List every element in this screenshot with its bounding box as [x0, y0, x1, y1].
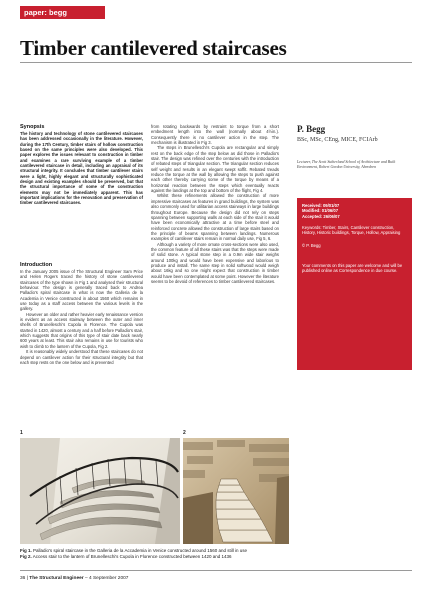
body-column-2	[151, 124, 279, 284]
intro-paragraph: In the January 2005 issue of The Structural Engineer Sam Price and Helen Rogers traced the history of stone cantilevered staircases of the type shown in Fig 1 and analysed their structural behaviour. The design is generally traced back to Andrea Palladio's spiral staircase in what is now the Galleria de la Academia in Venice constructed in about 1560 which remains in use today as a staff access between the various levels in the gallery.	[20, 269, 143, 312]
intro-paragraph: It is reasonably widely understood that these staircases do not depend on cantilever action for their structural integrity but that each step rests on the one below and is prevented	[20, 349, 143, 365]
page-number: 36	[20, 576, 26, 581]
body-paragraph: Whilst these refinements allowed the construction of more impressive staircases as features in grand buildings, the system was also commonly used for utilitarian access stairways in large buildings throughout Europe. Because the design did not rely on steps spanning between supporting walls at each side of the stair it would have been economically attractive at a time before steel and reinforced concrete allowed the construction of large stairs based on the principle of beams spanning between landings. Numerous examples of cantilever stairs remain in normal daily use, Fig 5, 6.	[151, 193, 279, 242]
accepted-date: Accepted: 26/06/07	[302, 213, 340, 219]
footer-divider	[20, 570, 412, 571]
body-paragraph: from rotating backwards by restraint to torque from a short embedment length into the wall (normally about 4½in.). Consequently there is no cantilever action in the step. The mechanism is illustrated in Fig 3.	[151, 124, 279, 146]
caption-1-label: Fig 1.	[20, 548, 32, 553]
caption-2-label: Fig 2.	[20, 554, 32, 559]
comments-note: Your comments on this paper are welcome and will be published online as Correspondence in due course.	[302, 262, 403, 274]
caption-2	[20, 554, 412, 560]
synopsis-heading: Synopsis	[20, 124, 45, 130]
page-footer: 36 | The Structural Engineer – 4 September 2007	[20, 576, 129, 581]
received-date: Received: 09/01/07	[302, 203, 340, 208]
figure-1-photo	[20, 438, 180, 544]
author-name: P. Begg	[297, 124, 326, 134]
issue-date: – 4 September 2007	[84, 576, 129, 581]
figure-1-number: 1	[20, 430, 23, 436]
title-divider	[20, 62, 412, 63]
figure-2-photo	[183, 438, 289, 544]
journal-name: The Structural Engineer	[29, 576, 84, 581]
caption-1-text: Palladio's spiral staircase in the Galleria de la Accademia in Venice constructed around 1560 and still in use	[33, 548, 248, 553]
modified-date: Modified: 01/06/07	[302, 208, 339, 214]
introduction-body	[20, 269, 143, 365]
figure-captions	[20, 548, 412, 560]
author-affiliation: Lecturer, The Scott Sutherland School of Architecture and Built Environment, Robert Gordon University, Aberdeen	[297, 160, 396, 169]
intro-paragraph: However an older and rather heavier early renaissance version is evident as an access stairway between the outer and inner shells of Brunelleschi's Cupola in Florence. The Cupola was started in 1420, almost a century and a half before Palladio's stair, which suggests that origins of this type of stair date back nearly 600 years at least. This stair also remains in use for tourists who wish to climb to the lantern of the Cupola, Fig 2.	[20, 311, 143, 349]
body-paragraph: The steps in Brunelleschi's Cupola are rectangular and simply rest on the back edge of the step below as did those in Palladio's stair. The design was refined over the centuries with the introduction of rebated steps of triangular section. The triangular section reduces self weight and results in an elegant swept soffit. Rebated treads reduce the torque at the wall by allowing the steps to push against each other thereby carrying some of the torque by means of a horizontal reaction between the steps which eventually reacts against the landings at the top and bottom of the flight, Fig 4.	[151, 145, 279, 194]
keywords: Keywords: Timber, Stairs, Cantilever construction, History, Historic buildings, Torque, Hollow, Appraising	[302, 224, 401, 236]
caption-2-text: Access stair to the lantern of Brunelleschi's Cupola in Florence constructed between 1420 and 1436	[32, 554, 232, 559]
cupola-stair-image	[183, 438, 289, 544]
figure-2-number: 2	[183, 430, 186, 436]
author-degrees: BSc, MSc, CEng, MICE, FCIArb	[297, 137, 378, 143]
body-paragraph: Although a variety of more ornate cross-sections were also used, the common feature of all these stairs was that the steps were made of solid stone. A typical stone step in a 0.9m wide stair weighs around 100kg and would have been expensive and laborious to produce and install. The same step in solid softwood would weigh about 16kg and so one might expect that construction in timber would have been contemplated at some point. However the literature seems to be devoid of references to timber cantilevered staircases.	[151, 241, 279, 284]
copyright: © P. Begg	[302, 243, 321, 249]
section-label: paper: begg	[20, 6, 105, 19]
article-title: Timber cantilevered staircases	[20, 36, 287, 60]
spiral-staircase-image	[20, 438, 180, 544]
synopsis-text: The history and technology of stone cantilevered staircases has been addressed occasionally in the literature. However, during the 17th Century, timber stairs of hollow construction based on the same principles were also developed. This paper explores the issues relevant to construction in timber and examines a rare surviving example of a timber cantilevered staircase in detail, including an appraisal of its structural integrity. It concludes that timber cantilever stairs were a light, highly elegant and structurally sophisticated design and existing examples should be preserved, but that the structural importance of some of the construction elements may not be immediately apparent. This has important implications for the renovation and preservation of timber cantilevered staircases.	[20, 131, 143, 206]
article-info-box	[297, 198, 412, 370]
introduction-heading: Introduction	[20, 262, 53, 268]
